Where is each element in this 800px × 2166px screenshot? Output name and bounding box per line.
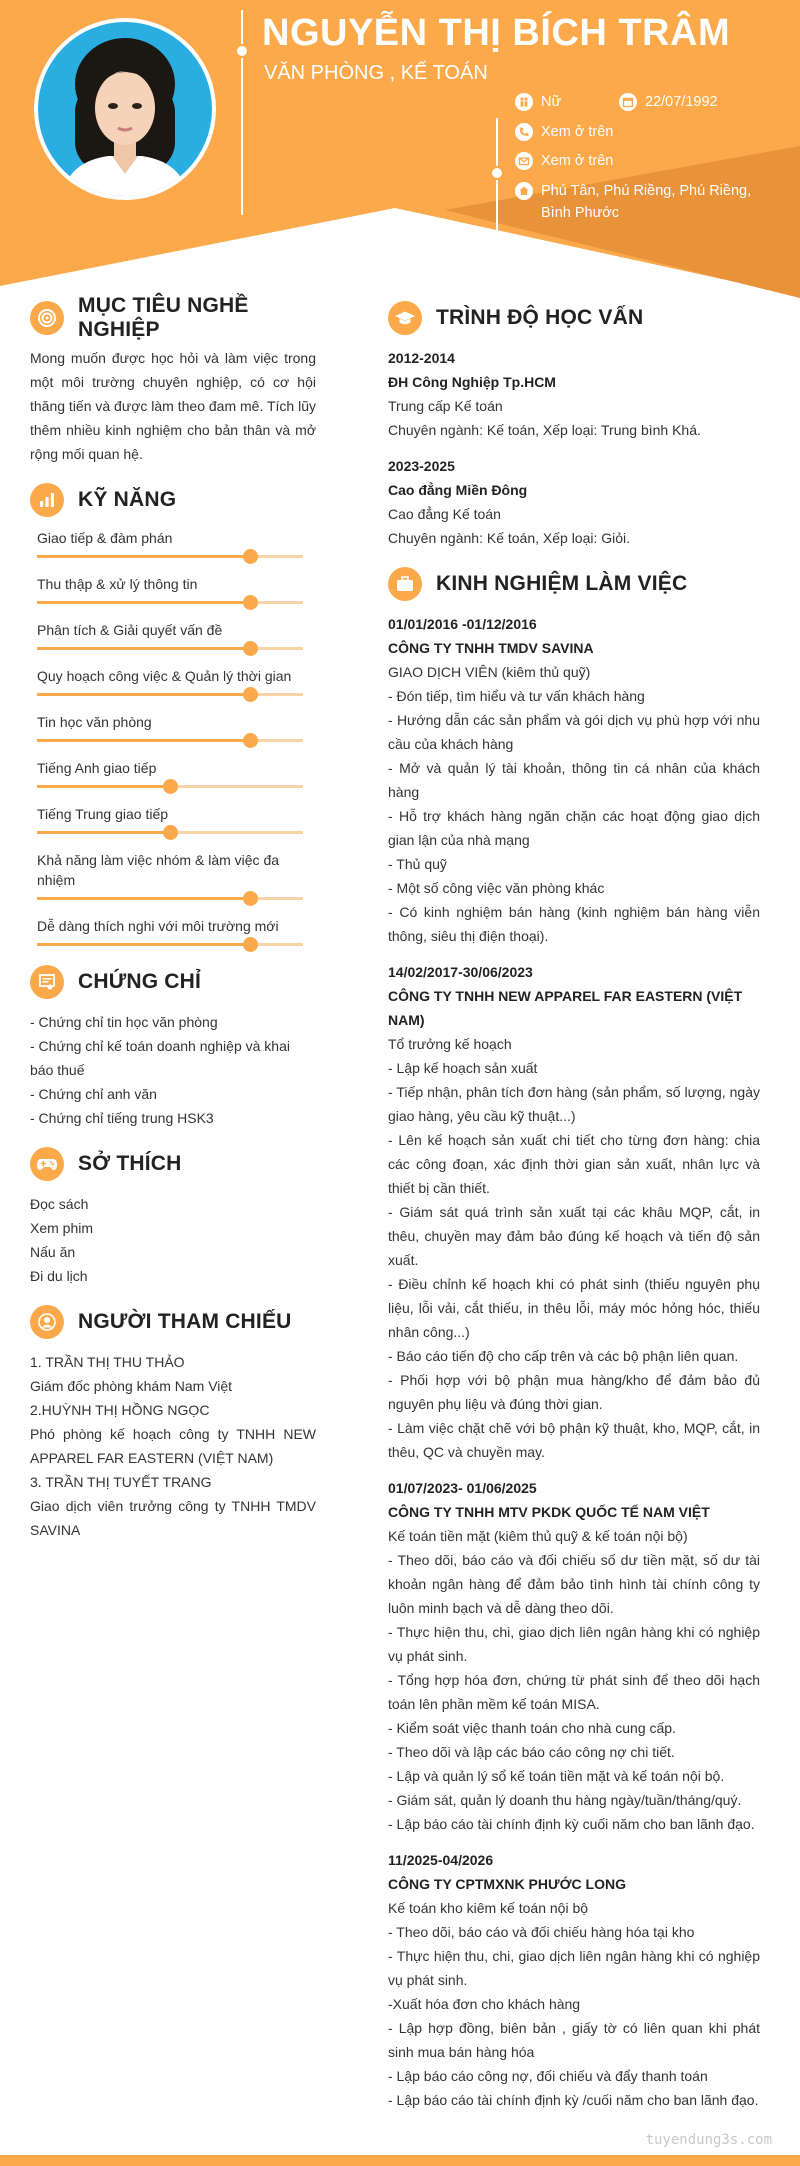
skill-bar-fill — [37, 693, 250, 696]
certificates-header — [30, 962, 316, 1002]
objective-section — [30, 294, 316, 466]
gender-value: Nữ — [541, 94, 562, 110]
address-value: Phú Tân, Phú Riềng, Phú Riềng, Bình Phước — [541, 183, 752, 221]
experience-task: -Xuất hóa đơn cho khách hàng — [388, 1996, 581, 2012]
skills-section — [30, 480, 316, 946]
experience-task: - Lập và quản lý sổ kế toán tiền mặt và kế toán nội bộ. — [388, 1768, 725, 1784]
address-row — [515, 180, 783, 224]
experience-task: - Lập báo cáo công nợ, đối chiếu và đẩy thanh toán — [388, 2068, 708, 2084]
experience-task: - Lập kế hoạch sản xuất — [388, 1060, 538, 1076]
email-icon — [515, 152, 533, 170]
references-section — [30, 1302, 316, 1542]
experience-task: - Lập hợp đồng, biên bản , giấy tờ có liên quan khi phát sinh mua bán hàng hóa — [388, 2020, 760, 2060]
experience-role: Kế toán kho kiêm kế toán nội bộ — [388, 1900, 589, 1916]
skill-name: Tiếng Anh giao tiếp — [37, 760, 157, 776]
gender-icon — [515, 93, 533, 111]
header-divider-dot — [235, 44, 249, 58]
experience-task: - Theo dõi và lập các báo cáo công nợ chi tiết. — [388, 1744, 675, 1760]
footer-watermark: tuyendung3s.com — [645, 2132, 772, 2148]
hobbies-title: SỞ THÍCH — [78, 1152, 182, 1175]
experience-company: CÔNG TY TNHH TMDV SAVINA — [388, 640, 594, 656]
skill-item — [30, 620, 316, 650]
skill-bar — [37, 693, 303, 696]
skill-name: Quy hoạch công việc & Quản lý thời gian — [37, 668, 292, 684]
objective-text: Mong muốn được học hỏi và làm việc trong một môi trường chuyên nghiệp, có cơ hội thăng tiến và được làm theo đam mê. Tích lũy thêm nhiều kinh nghiệm cho bản thân và mở rộng mối quan hệ. — [30, 350, 316, 462]
experience-role: Kế toán tiền mặt (kiêm thủ quỹ & kế toán nội bộ) — [388, 1528, 688, 1544]
reference-name: 1. TRẦN THỊ THU THẢO — [30, 1354, 185, 1370]
skill-bar-fill — [37, 897, 250, 900]
header-divider-line — [241, 10, 243, 215]
email-value: Xem ở trên — [541, 153, 614, 169]
objective-header — [30, 294, 316, 341]
reference-name: 3. TRẦN THỊ TUYẾT TRANG — [30, 1474, 212, 1490]
experience-task: - Thực hiện thu, chi, giao dịch liên ngân hàng khi có nghiệp vụ phát sinh. — [388, 1948, 760, 1988]
skill-item — [30, 666, 316, 696]
home-icon — [515, 182, 533, 200]
hobby-item: Nấu ăn — [30, 1244, 76, 1260]
briefcase-icon — [388, 567, 422, 601]
experience-section — [388, 564, 760, 2112]
hobby-list — [30, 1192, 316, 1288]
skill-name: Tin học văn phòng — [37, 714, 152, 730]
education-detail: Chuyên ngành: Kế toán, Xếp loại: Giỏi. — [388, 530, 631, 546]
reference-role: Giao dịch viên trưởng công ty TNHH TMDV SAVINA — [30, 1498, 316, 1538]
skill-bar — [37, 897, 303, 900]
hobby-item: Đi du lịch — [30, 1268, 88, 1284]
experience-task: - Tổng hợp hóa đơn, chứng từ phát sinh để theo dõi hạch toán lên phần mềm kế toán MISA. — [388, 1672, 760, 1712]
gamepad-icon — [30, 1147, 64, 1181]
skill-item — [30, 758, 316, 788]
experience-task: - Tiếp nhận, phân tích đơn hàng (sản phẩm, số lượng, ngày giao hàng, yêu cầu kỹ thuật...) — [388, 1084, 760, 1124]
birthday-row — [619, 91, 718, 113]
experience-title: KINH NGHIỆM LÀM VIỆC — [436, 572, 688, 595]
email-row — [515, 150, 613, 172]
experience-item — [388, 1848, 760, 2112]
skill-item — [30, 804, 316, 834]
certificates-title: CHỨNG CHỈ — [78, 970, 202, 993]
experience-role: GIAO DỊCH VIÊN (kiêm thủ quỹ) — [388, 664, 591, 680]
skill-bar — [37, 739, 303, 742]
skill-bar — [37, 555, 303, 558]
experience-task: - Giám sát quá trình sản xuất tại các khâu MQP, cắt, in thêu, chuyền may đảm bảo đúng kế hoạch và tiến độ sản xuất. — [388, 1204, 760, 1268]
skill-bar-fill — [37, 555, 250, 558]
skill-level-knob — [243, 733, 258, 748]
experience-company: CÔNG TY TNHH NEW APPAREL FAR EASTERN (VIỆT NAM) — [388, 988, 743, 1028]
experience-list — [388, 612, 760, 2112]
skill-name: Khả năng làm việc nhóm & làm việc đa nhiệm — [37, 852, 280, 888]
skill-item — [30, 850, 316, 900]
profile-photo — [38, 22, 212, 196]
skill-bar — [37, 785, 303, 788]
skill-level-knob — [243, 687, 258, 702]
experience-task: - Làm việc chặt chẽ với bộ phận kỹ thuật, kho, MQP, cắt, in thêu, QC và chuyền may. — [388, 1420, 760, 1460]
references-header — [30, 1302, 316, 1342]
skill-level-knob — [163, 825, 178, 840]
phone-value: Xem ở trên — [541, 124, 614, 140]
skill-level-knob — [243, 549, 258, 564]
experience-task: - Lập báo cáo tài chính định kỳ /cuối năm cho ban lãnh đạo. — [388, 2092, 759, 2108]
certificate-item: - Chứng chỉ tiếng trung HSK3 — [30, 1110, 214, 1126]
left-column — [30, 294, 316, 1556]
experience-task: - Giám sát, quản lý doanh thu hàng ngày/tuần/tháng/quý. — [388, 1792, 742, 1808]
certificates-section — [30, 962, 316, 1130]
footer-bar — [0, 2155, 800, 2166]
education-degree: Trung cấp Kế toán — [388, 398, 503, 414]
education-school: Cao đẳng Miền Đông — [388, 482, 528, 498]
skills-title: KỸ NĂNG — [78, 488, 177, 511]
education-title: TRÌNH ĐỘ HỌC VẤN — [436, 306, 644, 329]
experience-task: - Có kinh nghiệm bán hàng (kinh nghiệm bán hàng viễn thông, siêu thị điện thoại). — [388, 904, 760, 944]
education-period: 2012-2014 — [388, 350, 455, 366]
info-divider-dot — [490, 166, 504, 180]
avatar — [34, 18, 216, 200]
experience-period: 14/02/2017-30/06/2023 — [388, 964, 533, 980]
experience-task: - Thủ quỹ — [388, 856, 447, 872]
skill-bar-fill — [37, 943, 250, 946]
hobby-item: Đọc sách — [30, 1196, 89, 1212]
experience-task: - Đón tiếp, tìm hiểu và tư vấn khách hàng — [388, 688, 645, 704]
objective-title: MỤC TIÊU NGHỀ NGHIỆP — [78, 294, 249, 341]
experience-task: - Điều chỉnh kế hoạch khi có phát sinh (thiếu nguyên phụ liệu, lỗi vải, cắt thiếu, in thêu lỗi, máy móc hỏng hóc, thiếu nhân công...) — [388, 1276, 760, 1340]
skill-bar-fill — [37, 739, 250, 742]
skill-level-knob — [243, 595, 258, 610]
certificate-item: - Chứng chỉ kế toán doanh nghiệp và khai báo thuế — [30, 1038, 290, 1078]
skills-list — [30, 528, 316, 946]
skill-item — [30, 528, 316, 558]
skill-bar — [37, 831, 303, 834]
references-title: NGƯỜI THAM CHIẾU — [78, 1310, 292, 1333]
education-degree: Cao đẳng Kế toán — [388, 506, 501, 522]
hobbies-section — [30, 1144, 316, 1288]
skill-name: Dễ dàng thích nghi với môi trường mới — [37, 918, 279, 934]
experience-task: - Mở và quản lý tài khoản, thông tin cá nhân của khách hàng — [388, 760, 760, 800]
skill-item — [30, 712, 316, 742]
skill-name: Giao tiếp & đàm phán — [37, 530, 173, 546]
skill-name: Thu thập & xử lý thông tin — [37, 576, 198, 592]
skill-level-knob — [243, 641, 258, 656]
experience-role: Tổ trưởng kế hoạch — [388, 1036, 512, 1052]
reference-role: Phó phòng kế hoạch công ty TNHH NEW APPAREL FAR EASTERN (VIỆT NAM) — [30, 1426, 316, 1466]
education-detail: Chuyên ngành: Kế toán, Xếp loại: Trung bình Khá. — [388, 422, 701, 438]
experience-task: - Hỗ trợ khách hàng ngăn chặn các hoạt động giao dịch gian lận của nhà mạng — [388, 808, 760, 848]
skill-bar-fill — [37, 831, 170, 834]
skill-bar — [37, 601, 303, 604]
person-icon — [30, 1305, 64, 1339]
hobby-item: Xem phim — [30, 1220, 94, 1236]
experience-task: - Một số công việc văn phòng khác — [388, 880, 605, 896]
education-school: ĐH Công Nghiệp Tp.HCM — [388, 374, 556, 390]
experience-task: - Thực hiện thu, chi, giao dịch liên ngân hàng khi có nghiệp vụ phát sinh. — [388, 1624, 760, 1664]
header — [0, 0, 800, 310]
experience-item — [388, 960, 760, 1464]
right-column — [388, 298, 760, 2126]
certificate-item: - Chứng chỉ tin học văn phòng — [30, 1014, 218, 1030]
experience-company: CÔNG TY CPTMXNK PHƯỚC LONG — [388, 1876, 626, 1892]
experience-period: 01/01/2016 -01/12/2016 — [388, 616, 537, 632]
experience-item — [388, 612, 760, 948]
skill-bar-fill — [37, 647, 250, 650]
experience-task: - Phối hợp với bộ phận mua hàng/kho để đảm bảo đủ nguyên phụ liệu và đúng thời gian. — [388, 1372, 760, 1412]
certificate-item: - Chứng chỉ anh văn — [30, 1086, 157, 1102]
certificate-list — [30, 1010, 316, 1130]
skill-item — [30, 574, 316, 604]
target-icon — [30, 301, 64, 335]
phone-row — [515, 121, 613, 143]
skill-bar — [37, 943, 303, 946]
experience-task: - Báo cáo tiến độ cho cấp trên và các bộ phận liên quan. — [388, 1348, 739, 1364]
skill-name: Tiếng Trung giao tiếp — [37, 806, 169, 822]
experience-period: 01/07/2023- 01/06/2025 — [388, 1480, 537, 1496]
skill-name: Phân tích & Giải quyết vấn đề — [37, 622, 223, 638]
skill-level-knob — [163, 779, 178, 794]
experience-period: 11/2025-04/2026 — [388, 1852, 494, 1868]
reference-name: 2.HUỲNH THỊ HỒNG NGỌC — [30, 1402, 210, 1418]
phone-icon — [515, 123, 533, 141]
candidate-name: NGUYỄN THỊ BÍCH TRÂM — [262, 12, 731, 54]
education-item — [388, 454, 760, 550]
bar-chart-icon — [30, 483, 64, 517]
experience-task: - Hướng dẫn các sản phẩm và gói dịch vụ phù hợp với nhu cầu của khách hàng — [388, 712, 760, 752]
hobbies-header — [30, 1144, 316, 1184]
experience-task: - Theo dõi, báo cáo và đối chiếu số dư tiền mặt, số dư tài khoản ngân hàng để đảm bảo tình hình tài chính công ty luôn minh bạch và dễ dàng theo dõi. — [388, 1552, 760, 1616]
skill-level-knob — [243, 937, 258, 952]
certificate-icon — [30, 965, 64, 999]
skill-bar-fill — [37, 601, 250, 604]
candidate-position: VĂN PHÒNG , KẾ TOÁN — [264, 62, 488, 84]
skill-item — [30, 916, 316, 946]
experience-task: - Kiểm soát việc thanh toán cho nhà cung cấp. — [388, 1720, 676, 1736]
education-period: 2023-2025 — [388, 458, 455, 474]
experience-company: CÔNG TY TNHH MTV PKDK QUỐC TẾ NAM VIỆT — [388, 1504, 710, 1520]
reference-role: Giám đốc phòng khám Nam Việt — [30, 1378, 233, 1394]
reference-list — [30, 1350, 316, 1542]
experience-task: - Lên kế hoạch sản xuất chi tiết cho từng đơn hàng: chia các công đoạn, xác định thời gian sản xuất, nhân lực và thiết bị cần thiết. — [388, 1132, 760, 1196]
calendar-icon — [619, 93, 637, 111]
birthday-value: 22/07/1992 — [645, 94, 718, 110]
experience-task: - Lập báo cáo tài chính định kỳ cuối năm cho ban lãnh đạo. — [388, 1816, 755, 1832]
experience-task: - Theo dõi, báo cáo và đối chiếu hàng hóa tại kho — [388, 1924, 695, 1940]
education-item — [388, 346, 760, 442]
experience-header — [388, 564, 760, 604]
gender-row — [515, 91, 561, 113]
skill-level-knob — [243, 891, 258, 906]
education-section — [388, 298, 760, 550]
graduation-cap-icon — [388, 301, 422, 335]
skill-bar — [37, 647, 303, 650]
experience-item — [388, 1476, 760, 1836]
skills-header — [30, 480, 316, 520]
skill-bar-fill — [37, 785, 170, 788]
education-header — [388, 298, 760, 338]
